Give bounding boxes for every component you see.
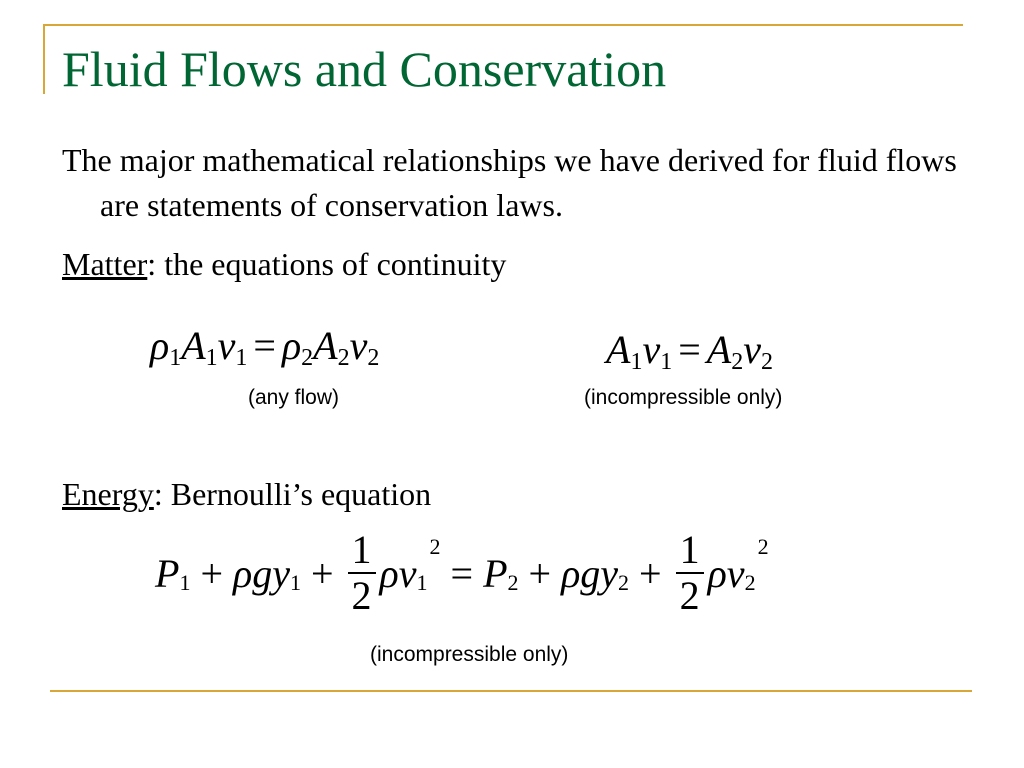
caption-any-flow: (any flow) (248, 386, 340, 409)
intro-paragraph: The major mathematical relationships we have derived for fluid flows are statements of conservation laws. (62, 142, 957, 223)
fraction-one-half: $\frac{1}{2}$ (348, 528, 376, 618)
continuity-equation-general: $\rho_1A_1v_1 = \rho_2A_2v_2$ (150, 323, 380, 371)
fraction-one-half: $\frac{1}{2}$ (676, 528, 704, 618)
matter-description: : the equations of continuity (147, 246, 507, 282)
footer-divider (50, 690, 972, 692)
energy-description: : Bernoulli’s equation (153, 476, 432, 512)
frame-accent-vertical (43, 24, 45, 94)
continuity-equation-incompressible: $A_1v_1 = A_2v_2$ (606, 327, 773, 375)
slide-title: Fluid Flows and Conservation (62, 41, 667, 97)
energy-term: Energy (62, 476, 154, 512)
caption-incompressible-bernoulli: (incompressible only) (370, 643, 569, 666)
matter-term: Matter (62, 246, 148, 282)
bernoulli-equation: P 1 + ρ g y 1 + $\frac{1}{2}$ ρ v 1 2 = P 2 + ρ g y 2 + $\frac{1}{2}$ ρ v 2 2 (155, 527, 769, 618)
matter-heading (62, 246, 506, 283)
caption-incompressible-continuity: (incompressible only) (584, 386, 783, 409)
energy-heading (62, 476, 431, 513)
frame-accent-top (43, 24, 963, 26)
